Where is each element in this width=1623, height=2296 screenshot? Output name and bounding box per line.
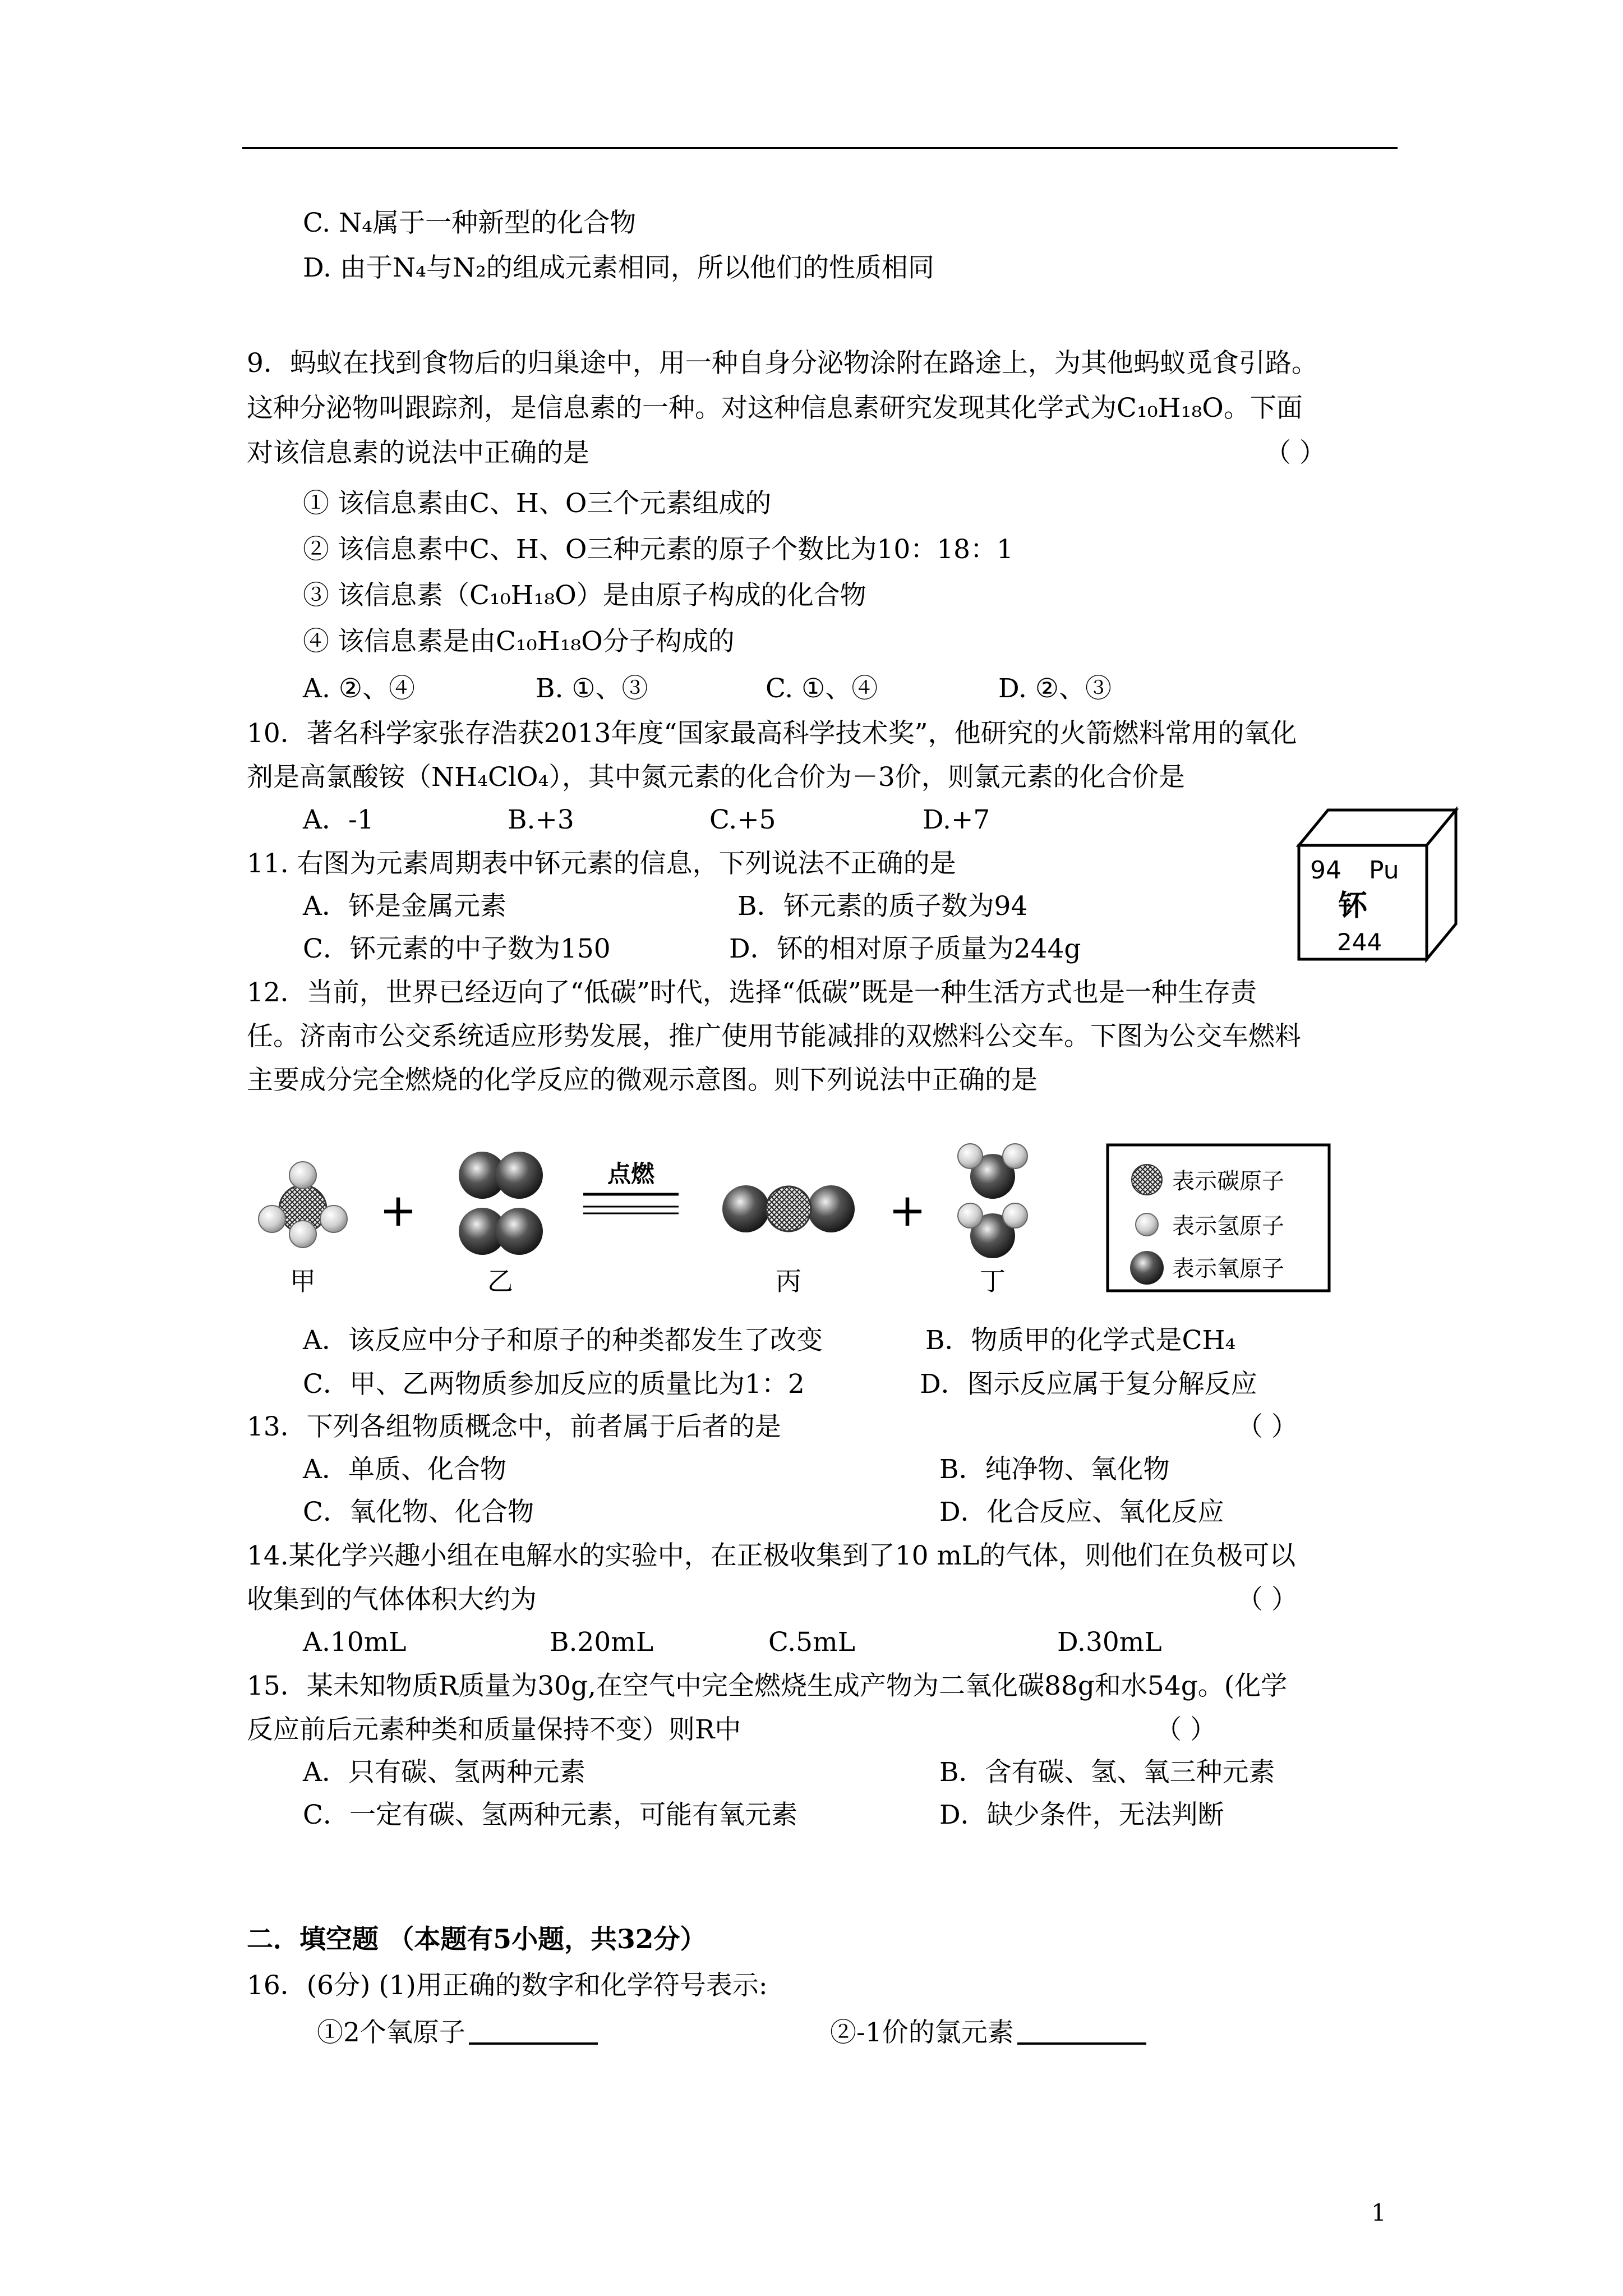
hydrogen-atom: [958, 1144, 983, 1168]
q12-option-a: A．该反应中分子和原子的种类都发生了改变: [303, 1325, 823, 1356]
q14-answer-paren: （ ）: [1237, 1584, 1298, 1615]
element-mass: 244: [1337, 928, 1382, 956]
q15-text-1: 15．某未知物质R质量为30g,在空气中完全燃烧生成产物为二氧化碳88g和水54g。(化学: [247, 1671, 1288, 1701]
q13-option-d: D．化合反应、氧化反应: [939, 1497, 1224, 1527]
q12-option-c: C．甲、乙两物质参加反应的质量比为1：2: [303, 1369, 805, 1400]
legend-carbon: 表示碳原子: [1172, 1168, 1284, 1194]
q15-answer-paren: （ ）: [1155, 1714, 1216, 1745]
q11-option-c: C．钚元素的中子数为150: [303, 933, 611, 964]
q13-option-b: B．纯净物、氧化物: [939, 1454, 1170, 1485]
section-2-heading: 二．填空题 （本题有5小题，共32分）: [247, 1924, 707, 1955]
legend-hydrogen: 表示氢原子: [1172, 1213, 1284, 1239]
legend-oxygen: 表示氧原子: [1172, 1256, 1284, 1282]
header-rule: [242, 147, 1398, 149]
carbon-legend-icon: [1132, 1165, 1162, 1195]
plus-sign: +: [379, 1184, 417, 1236]
hydrogen-atom: [1003, 1144, 1027, 1168]
q12-text-1: 12．当前，世界已经迈向了“低碳”时代，选择“低碳”既是一种生活方式也是一种生存责: [247, 977, 1257, 1008]
hydrogen-atom: [320, 1205, 347, 1232]
q13-text: 13．下列各组物质概念中，前者属于后者的是: [247, 1411, 781, 1442]
q15-option-d: D．缺少条件，无法判断: [939, 1800, 1224, 1830]
q12-option-d: D．图示反应属于复分解反应: [920, 1369, 1257, 1400]
q14-text-2: 收集到的气体体积大约为: [247, 1584, 537, 1615]
q11-option-d: D．钚的相对原子质量为244g: [729, 933, 1081, 964]
q13-option-c: C．氧化物、化合物: [303, 1497, 534, 1527]
oxygen-atom: [808, 1185, 855, 1232]
q9-statement-3: ③ 该信息素（C₁₀H₁₈O）是由原子构成的化合物: [303, 580, 866, 611]
oxygen-atom: [722, 1185, 769, 1232]
q8-option-c: C. N₄属于一种新型的化合物: [303, 208, 637, 238]
q16-answer-blank-2[interactable]: [1017, 2017, 1146, 2045]
q16-item-1-label: ①2个氧原子: [317, 2017, 465, 2048]
q9-statement-2: ② 该信息素中C、H、O三种元素的原子个数比为10：18：1: [303, 534, 1013, 565]
q9-text-1: 9．蚂蚁在找到食物后的归巢途中，用一种自身分泌物涂附在路途上，为其他蚂蚁觅食引路。: [247, 348, 1318, 379]
label-bing: 丙: [776, 1266, 801, 1296]
page-number: 1: [1371, 2199, 1386, 2226]
oxygen-legend-icon: [1130, 1251, 1164, 1285]
element-name: 钚: [1338, 889, 1368, 923]
q13-option-a: A．单质、化合物: [303, 1454, 506, 1485]
q10-option-a: A．-1: [303, 804, 374, 835]
molecule-yi: [459, 1152, 543, 1255]
q10-option-d: D.+7: [923, 804, 990, 835]
reaction-micro-diagram: [247, 1142, 1335, 1310]
q9-answer-paren: （ ）: [1265, 438, 1326, 468]
hydrogen-atom: [289, 1162, 316, 1189]
q14-option-a: A.10mL: [303, 1627, 407, 1658]
molecule-jia: [259, 1162, 347, 1248]
hydrogen-atom: [259, 1205, 285, 1232]
q14-option-d: D.30mL: [1057, 1627, 1162, 1658]
label-jia: 甲: [290, 1266, 316, 1296]
hydrogen-legend-icon: [1136, 1213, 1158, 1236]
q9-option-d: D. ②、③: [998, 673, 1112, 704]
hydrogen-atom: [289, 1221, 316, 1248]
reaction-condition: 点燃: [607, 1160, 655, 1188]
label-yi: 乙: [487, 1266, 513, 1296]
q16-item-2: [830, 2016, 1146, 2050]
q9-option-b: B. ①、③: [536, 673, 648, 704]
plus-sign: +: [888, 1184, 926, 1236]
q10-text-1: 10．著名科学家张存浩获2013年度“国家最高科学技术奖”，他研究的火箭燃料常用的氧化: [247, 718, 1297, 749]
q9-text-3: 对该信息素的说法中正确的是: [247, 438, 589, 468]
q11-option-b: B．钚元素的质子数为94: [737, 891, 1028, 922]
q12-option-b: B．物质甲的化学式是CH₄: [925, 1325, 1236, 1356]
q10-option-c: C.+5: [709, 804, 776, 835]
element-number: 94: [1310, 856, 1341, 885]
q16-item-2-label: ②-1价的氯元素: [830, 2017, 1014, 2048]
plutonium-element-card: [1288, 803, 1467, 966]
oxygen-atom: [496, 1152, 543, 1199]
atom-legend: [1108, 1145, 1329, 1291]
q14-option-c: C.5mL: [768, 1627, 855, 1658]
q11-option-a: A．钚是金属元素: [303, 891, 506, 922]
q15-text-2: 反应前后元素种类和质量保持不变）则R中: [247, 1714, 741, 1745]
q8-option-d: D. 由于N₄与N₂的组成元素相同，所以他们的性质相同: [303, 252, 934, 283]
q15-option-a: A．只有碳、氢两种元素: [303, 1757, 585, 1788]
q9-option-a: A. ②、④: [303, 673, 415, 704]
hydrogen-atom: [958, 1203, 983, 1228]
molecule-ding: [958, 1144, 1027, 1258]
carbon-atom: [766, 1186, 811, 1231]
q15-option-b: B．含有碳、氢、氧三种元素: [939, 1757, 1275, 1788]
q13-answer-paren: （ ）: [1237, 1411, 1298, 1442]
q9-statement-1: ① 该信息素由C、H、O三个元素组成的: [303, 488, 772, 519]
q16-text: 16．(6分) (1)用正确的数字和化学符号表示:: [247, 1970, 768, 2001]
q16-answer-blank-1[interactable]: [469, 2017, 598, 2045]
q9-text-2: 这种分泌物叫跟踪剂，是信息素的一种。对这种信息素研究发现其化学式为C₁₀H₁₈O。下面: [247, 393, 1303, 424]
q12-text-2: 任。济南市公交系统适应形势发展，推广使用节能减排的双燃料公交车。下图为公交车燃料: [247, 1021, 1301, 1052]
q14-text-1: 14.某化学兴趣小组在电解水的实验中，在正极收集到了10 mL的气体，则他们在负极可以: [247, 1540, 1296, 1571]
q9-option-c: C. ①、④: [766, 673, 878, 704]
molecule-bing: [722, 1185, 855, 1232]
q9-statement-4: ④ 该信息素是由C₁₀H₁₈O分子构成的: [303, 626, 735, 657]
element-symbol: Pu: [1369, 856, 1399, 885]
q12-text-3: 主要成分完全燃烧的化学反应的微观示意图。则下列说法中正确的是: [247, 1065, 1038, 1096]
oxygen-atom: [496, 1208, 543, 1255]
q10-option-b: B.+3: [508, 804, 574, 835]
q10-text-2: 剂是高氯酸铵（NH₄ClO₄），其中氮元素的化合价为－3价，则氯元素的化合价是: [247, 762, 1185, 793]
q11-text: 11. 右图为元素周期表中钚元素的信息，下列说法不正确的是: [247, 848, 956, 879]
q16-item-1: [317, 2016, 598, 2050]
label-ding: 丁: [980, 1266, 1006, 1296]
hydrogen-atom: [1003, 1203, 1027, 1228]
q15-option-c: C．一定有碳、氢两种元素，可能有氧元素: [303, 1800, 797, 1830]
q14-option-b: B.20mL: [550, 1627, 654, 1658]
